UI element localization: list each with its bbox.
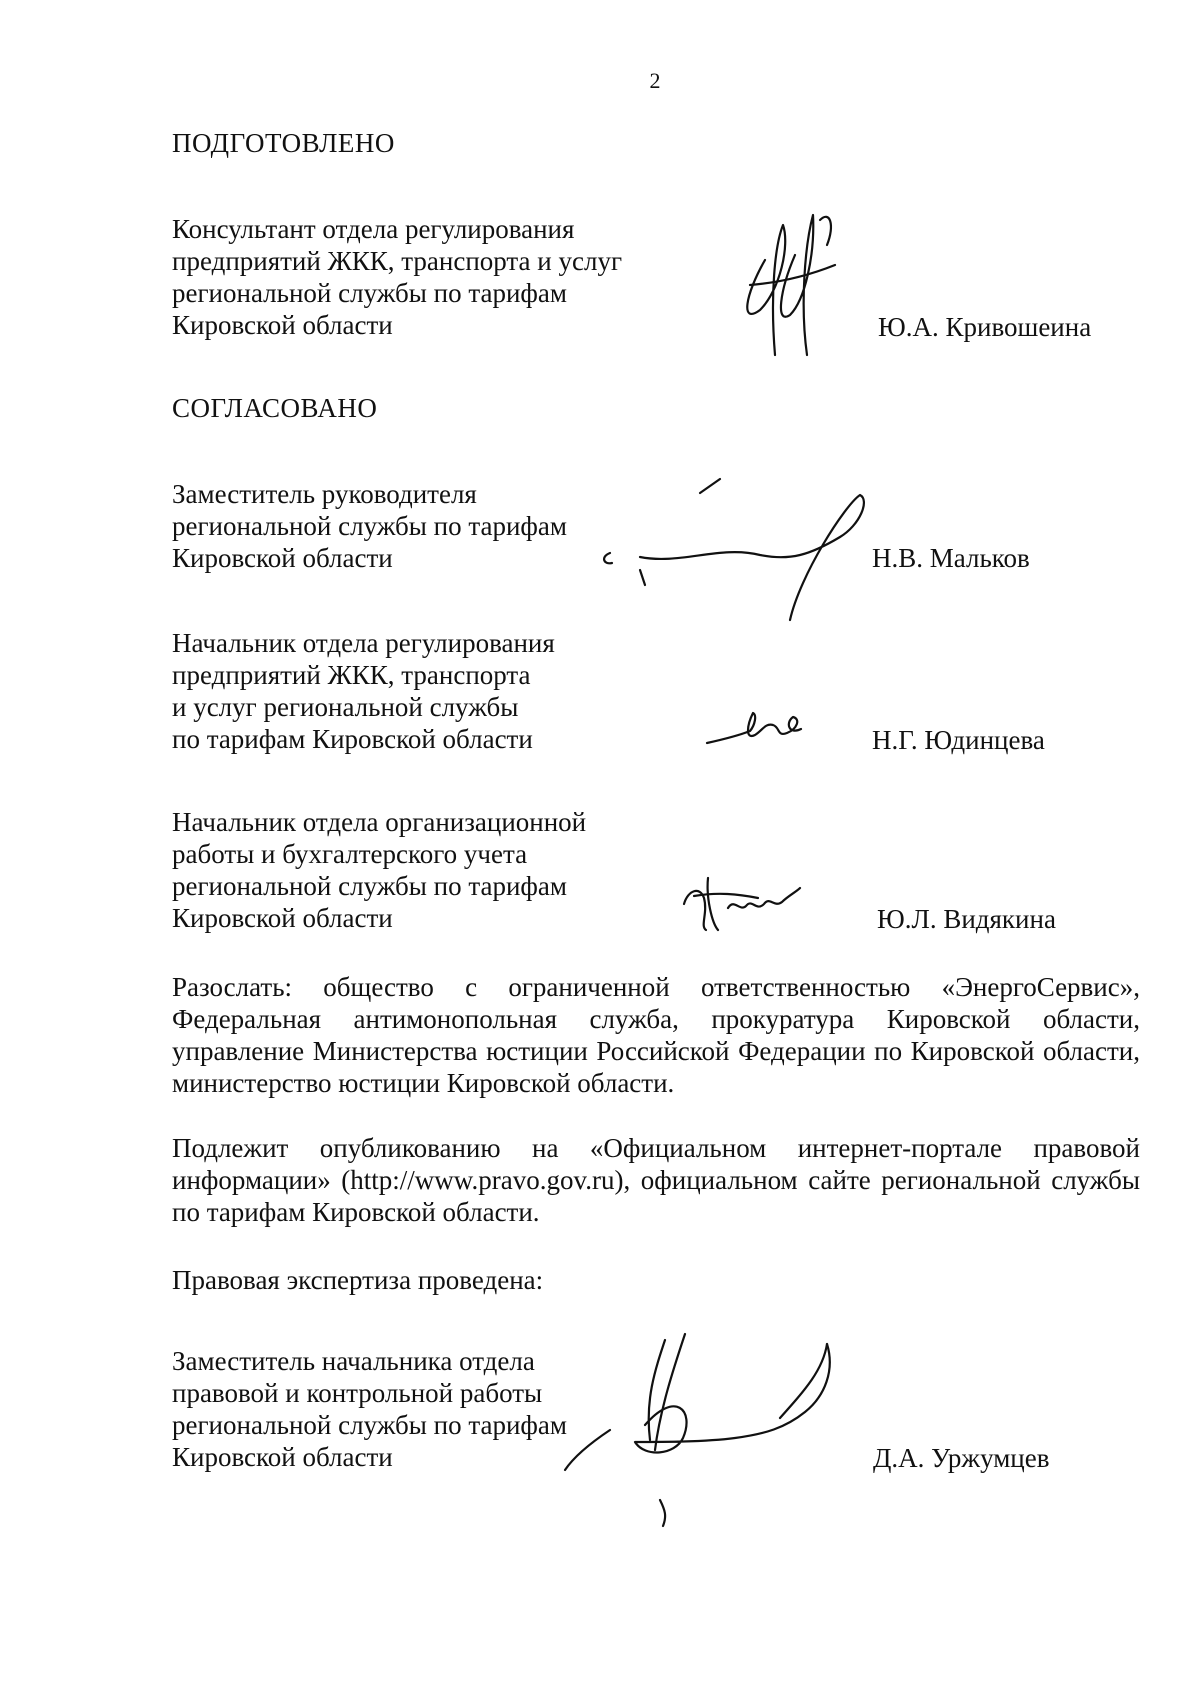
position-line: по тарифам Кировской области (172, 724, 533, 754)
position-line: предприятий ЖКК, транспорта (172, 660, 531, 690)
prepared-heading: ПОДГОТОВЛЕНО (172, 128, 395, 158)
agreed-position-1 (172, 478, 567, 574)
position-line: правовой и контрольной работы (172, 1378, 543, 1408)
position-line: Консультант отдела регулирования (172, 214, 575, 244)
position-line: Заместитель начальника отдела (172, 1346, 535, 1376)
legal-review-heading: Правовая экспертиза проведена: (172, 1265, 544, 1295)
position-line: региональной службы по тарифам (172, 871, 567, 901)
position-line: региональной службы по тарифам (172, 1410, 567, 1440)
agreed-name-1: Н.В. Мальков (872, 543, 1030, 573)
agreed-name-2: Н.Г. Юдинцева (872, 725, 1045, 755)
position-line: Кировской области (172, 903, 393, 933)
legal-review-position (172, 1345, 567, 1473)
agreed-heading: СОГЛАСОВАНО (172, 393, 378, 423)
position-line: региональной службы по тарифам (172, 278, 567, 308)
position-line: Кировской области (172, 543, 393, 573)
position-line: Заместитель руководителя (172, 479, 477, 509)
prepared-name: Ю.А. Кривошеина (878, 312, 1092, 342)
position-line: региональной службы по тарифам (172, 511, 567, 541)
position-line: Начальник отдела регулирования (172, 628, 555, 658)
signature-malkov (600, 485, 900, 625)
agreed-position-2 (172, 627, 555, 755)
position-line: предприятий ЖКК, транспорта и услуг (172, 246, 623, 276)
signature-vidyakina (678, 868, 808, 938)
publication-paragraph: Подлежит опубликованию на «Официальном интернет-портале правовой информации» (http://www.pravo.gov.ru), официальном сайте региональной службы по тарифам Кировской области. (172, 1133, 1140, 1227)
agreed-name-3: Ю.Л. Видякина (877, 904, 1056, 934)
signature-urzhumtsev (565, 1330, 925, 1530)
position-line: Кировской области (172, 1442, 393, 1472)
legal-review-name: Д.А. Уржумцев (873, 1443, 1050, 1473)
signature-yudintseva (705, 695, 815, 755)
distribution-paragraph: Разослать: общество с ограниченной ответственностью «ЭнергоСервис», Федеральная антимонопольная служба, прокуратура Кировской области, управление Министерства юстиции Российской Федерации по Кировской области, министерство юстиции Кировской области. (172, 972, 1140, 1098)
agreed-position-3 (172, 806, 586, 934)
prepared-position (172, 213, 622, 341)
position-line: Кировской области (172, 310, 393, 340)
position-line: Начальник отдела организационной (172, 807, 587, 837)
signature-kryvosheina (735, 205, 855, 365)
position-line: работы и бухгалтерского учета (172, 839, 528, 869)
page-number: 2 (649, 68, 661, 93)
position-line: и услуг региональной службы (172, 692, 519, 722)
